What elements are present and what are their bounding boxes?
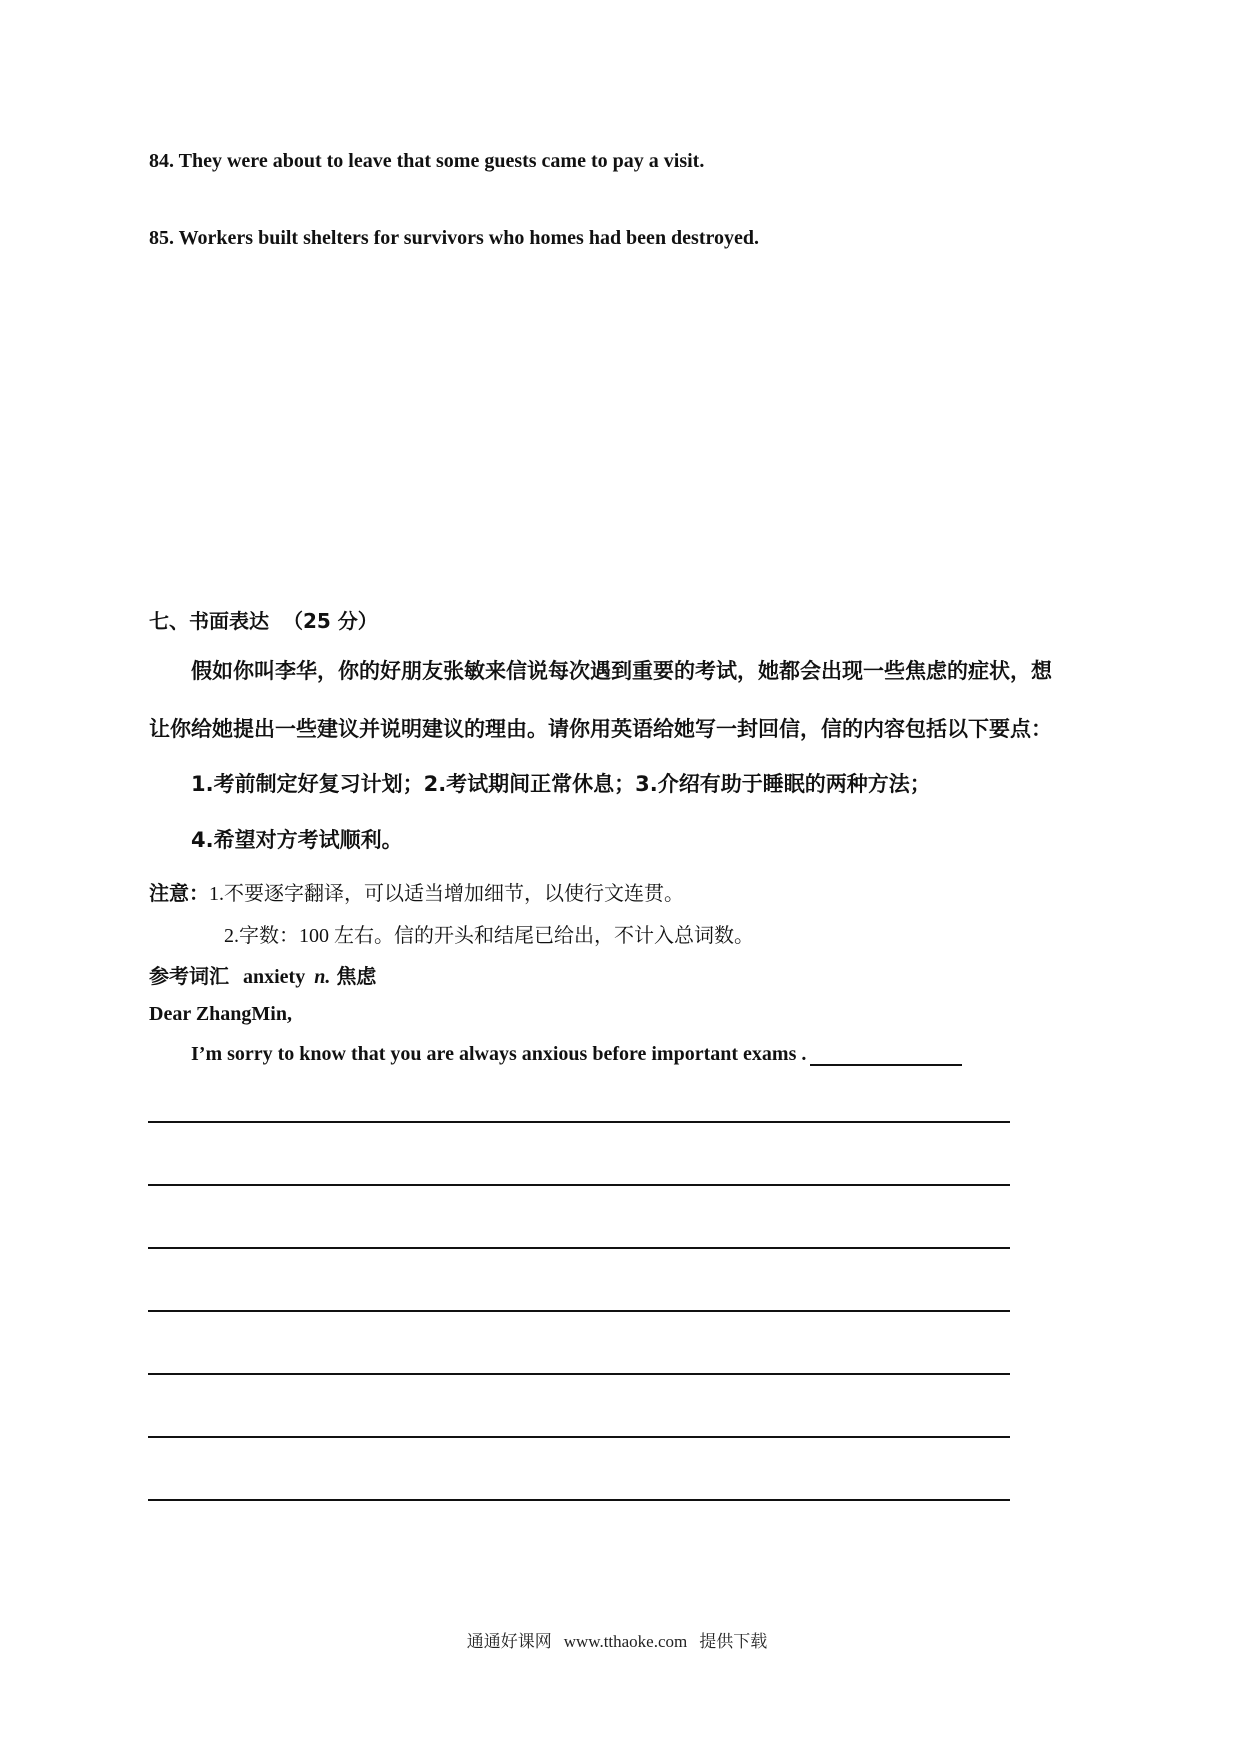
note-1: [149, 877, 684, 906]
task-points-line-2: 4.希望对方考试顺利。: [191, 828, 403, 852]
answer-line[interactable]: [148, 1373, 1010, 1375]
note-2: 2.字数：100 左右。信的开头和结尾已给出，不计入总词数。: [224, 925, 754, 947]
question-84: 84. They were about to leave that some guests came to pay a visit.: [149, 150, 705, 172]
task-points-line-1: 1.考前制定好复习计划；2.考试期间正常休息；3.介绍有助于睡眠的两种方法；: [191, 772, 931, 796]
vocab-meaning: 焦虑: [336, 966, 377, 988]
section-heading: [149, 605, 378, 634]
footer-site-name: 通通好课网: [466, 1632, 552, 1651]
vocab-label: 参考词汇: [149, 966, 229, 988]
section-title: 七、书面表达: [149, 609, 269, 633]
letter-opening: [191, 1042, 962, 1066]
letter-salutation: Dear ZhangMin,: [149, 1003, 292, 1025]
task-description-line-1: 假如你叫李华，你的好朋友张敏来信说每次遇到重要的考试，她都会出现一些焦虑的症状，想: [191, 659, 1052, 683]
section-score: （25 分）: [283, 609, 378, 633]
note-label: 注意：: [149, 883, 209, 905]
page-footer: [0, 1627, 1234, 1652]
footer-action: 提供下载: [699, 1632, 768, 1651]
answer-line[interactable]: [148, 1121, 1010, 1123]
footer-url: www.tthaoke.com: [563, 1632, 688, 1651]
vocab-part-of-speech: n.: [314, 966, 331, 988]
letter-opening-text: I’m sorry to know that you are always anxious before important exams .: [191, 1043, 807, 1065]
question-85: 85. Workers built shelters for survivors who homes had been destroyed.: [149, 227, 760, 249]
note-1-text: 1.不要逐字翻译，可以适当增加细节，以使行文连贯。: [209, 883, 684, 905]
answer-line[interactable]: [148, 1247, 1010, 1249]
vocab-word: anxiety: [243, 966, 306, 988]
answer-line[interactable]: [148, 1499, 1010, 1501]
answer-line[interactable]: [148, 1184, 1010, 1186]
answer-line[interactable]: [148, 1436, 1010, 1438]
task-description-line-2: 让你给她提出一些建议并说明建议的理由。请你用英语给她写一封回信，信的内容包括以下要点：: [149, 717, 1052, 741]
answer-blank[interactable]: [810, 1042, 962, 1066]
answer-line[interactable]: [148, 1310, 1010, 1312]
reference-vocabulary: [149, 960, 376, 989]
